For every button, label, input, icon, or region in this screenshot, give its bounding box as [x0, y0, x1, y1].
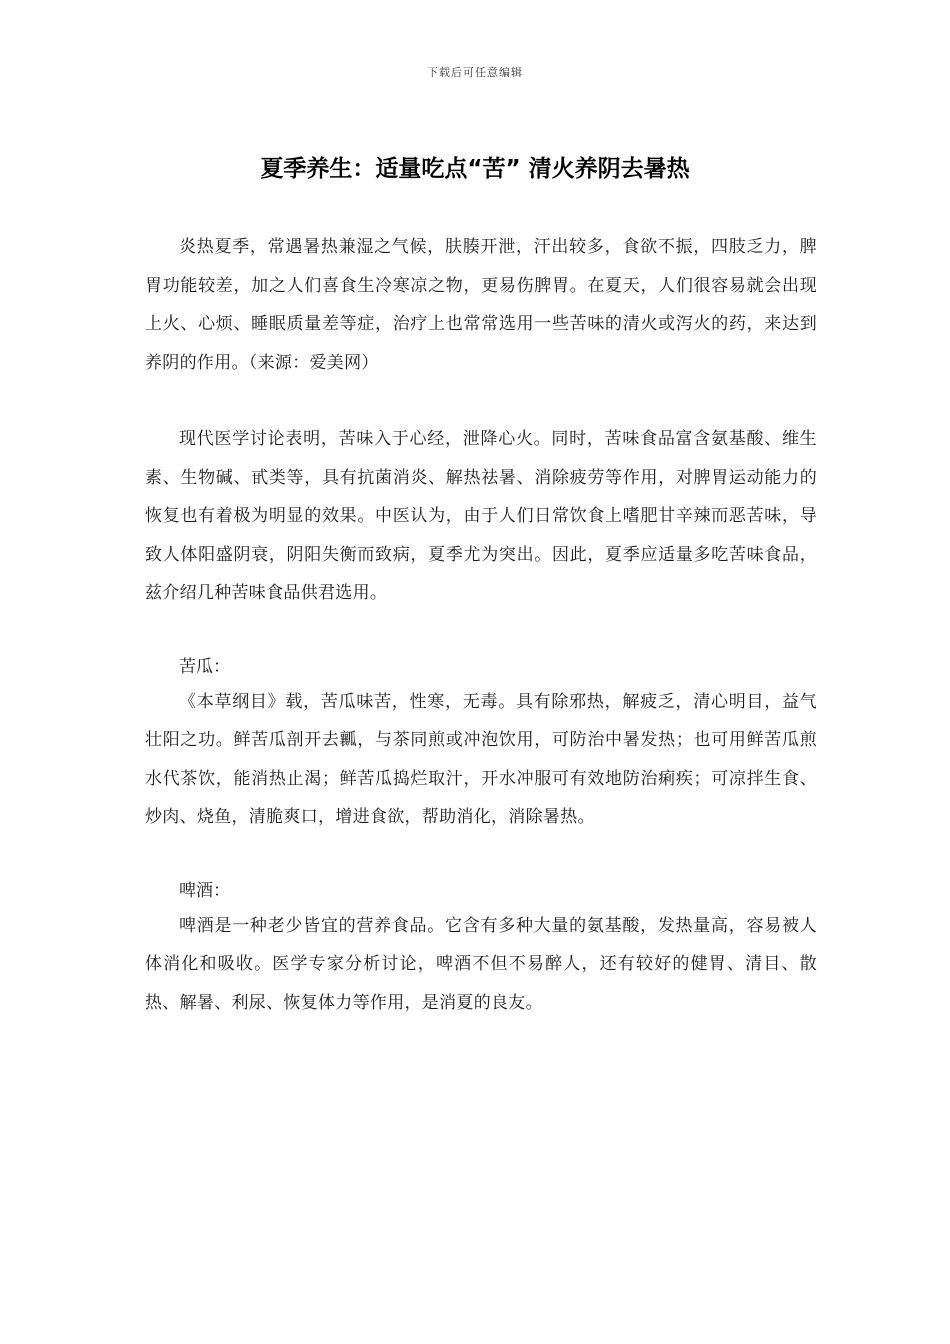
- section-text-bitter-melon: 《本草纲目》载，苦瓜味苦，性寒，无毒。具有除邪热，解疲乏，清心明目，益气壮阳之功。鲜苦瓜剖开去瓤，与茶同煎或冲泡饮用，可防治中暑发热；也可用鲜苦瓜煎水代茶饮，能消热止渴；鲜苦瓜捣烂取汁，开水冲服可有效地防治痢疾；可凉拌生食、炒肉、烧鱼，清脆爽口，增进食欲，帮助消化，消除暑热。: [145, 691, 817, 827]
- article-title: 夏季养生：适量吃点“苦” 清火养阴去暑热: [260, 156, 690, 182]
- article-body: [145, 228, 817, 1022]
- section-text-beer: 啤酒是一种老少皆宜的营养食品。它含有多种大量的氨基酸，发热量高，容易被人体消化和吸收。医学专家分析讨论，啤酒不但不易醉人，还有较好的健胃、清目、散热、解暑、利尿、恢复体力等作用，是消夏的良友。: [145, 915, 817, 1013]
- intro-paragraph: 炎热夏季，常遇暑热兼湿之气候，肤腠开泄，汗出较多，食欲不振，四肢乏力，脾胃功能较差，加之人们喜食生冷寒凉之物，更易伤脾胃。在夏天，人们很容易就会出现上火、心烦、睡眠质量差等症，治疗上也常常选用一些苦味的清火或泻火的药，来达到养阴的作用。（来源：爱美网）: [145, 237, 817, 373]
- page-header-note: 下载后可任意编辑: [427, 66, 523, 79]
- section-heading-bitter-melon: 苦瓜：: [179, 656, 230, 677]
- section-heading-beer: 啤酒：: [179, 880, 230, 901]
- paragraph-spacer: [145, 837, 817, 875]
- paragraph-spacer: [145, 613, 817, 651]
- research-paragraph: 现代医学讨论表明，苦味入于心经，泄降心火。同时，苦味食品富含氨基酸、维生素、生物碱、甙类等，具有抗菌消炎、解热祛暑、消除疲劳等作用，对脾胃运动能力的恢复也有着极为明显的效果。中医认为，由于人们日常饮食上嗜肥甘辛辣而恶苦味，导致人体阳盛阴衰，阴阳失衡而致病，夏季尤为突出。因此，夏季应适量多吃苦味食品，兹介绍几种苦味食品供君选用。: [145, 429, 817, 603]
- paragraph-spacer: [145, 382, 817, 420]
